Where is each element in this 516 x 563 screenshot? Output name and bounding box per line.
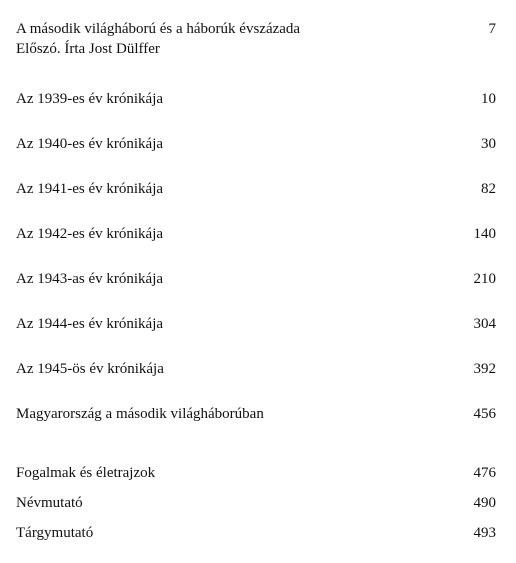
- toc-entry-hungary: [16, 404, 496, 424]
- toc-entry-title: Az 1941-es év krónikája: [16, 181, 164, 197]
- toc-entry-1943: [16, 269, 496, 289]
- toc-entry-title: Tárgymutató: [16, 525, 94, 541]
- toc-entry-1944: [16, 314, 496, 334]
- toc-entry-page: 490: [473, 495, 496, 511]
- toc-entry-page: 392: [473, 361, 496, 377]
- toc-entry-page: 82: [481, 181, 496, 197]
- toc-entry-page: 493: [473, 525, 496, 541]
- toc-entry-title: Fogalmak és életrajzok: [16, 465, 156, 481]
- toc-entry-title: Az 1945-ös év krónikája: [16, 361, 164, 377]
- toc-entry-title: Az 1939-es év krónikája: [16, 91, 164, 107]
- toc-entry-title: Az 1940-es év krónikája: [16, 136, 164, 152]
- toc-entry-page: 10: [481, 91, 496, 107]
- toc-entry-title: Az 1942-es év krónikája: [16, 226, 164, 242]
- toc-entry-page: 210: [473, 271, 496, 287]
- toc-entry-page: 7: [488, 21, 496, 37]
- toc-entry-1945: [16, 359, 496, 379]
- toc-entry-title: Az 1943-as év krónikája: [16, 271, 164, 287]
- toc-entry-title: A második világháború és a háborúk évszázada: [16, 21, 301, 37]
- toc-entry-name-index: [16, 493, 496, 513]
- toc-entry-title: Magyarország a második világháborúban: [16, 406, 264, 422]
- toc-entry-subtitle: Előszó. Írta Jost Dülffer: [16, 41, 160, 57]
- toc-entry-page: 476: [473, 465, 496, 481]
- toc-entry-page: 140: [473, 226, 496, 242]
- toc-entry-subject-index: [16, 523, 496, 543]
- toc-entry-1941: [16, 179, 496, 199]
- toc-entry-page: 304: [473, 316, 496, 332]
- toc-entry-title: Az 1944-es év krónikája: [16, 316, 164, 332]
- toc-entry-foreword: [16, 19, 496, 57]
- toc-entry-1940: [16, 134, 496, 154]
- toc-entry-1942: [16, 224, 496, 244]
- toc-entry-1939: [16, 89, 496, 109]
- toc-entry-page: 456: [473, 406, 496, 422]
- toc-entry-page: 30: [481, 136, 496, 152]
- toc-entry-glossary: [16, 463, 496, 483]
- toc-entry-title: Névmutató: [16, 495, 83, 511]
